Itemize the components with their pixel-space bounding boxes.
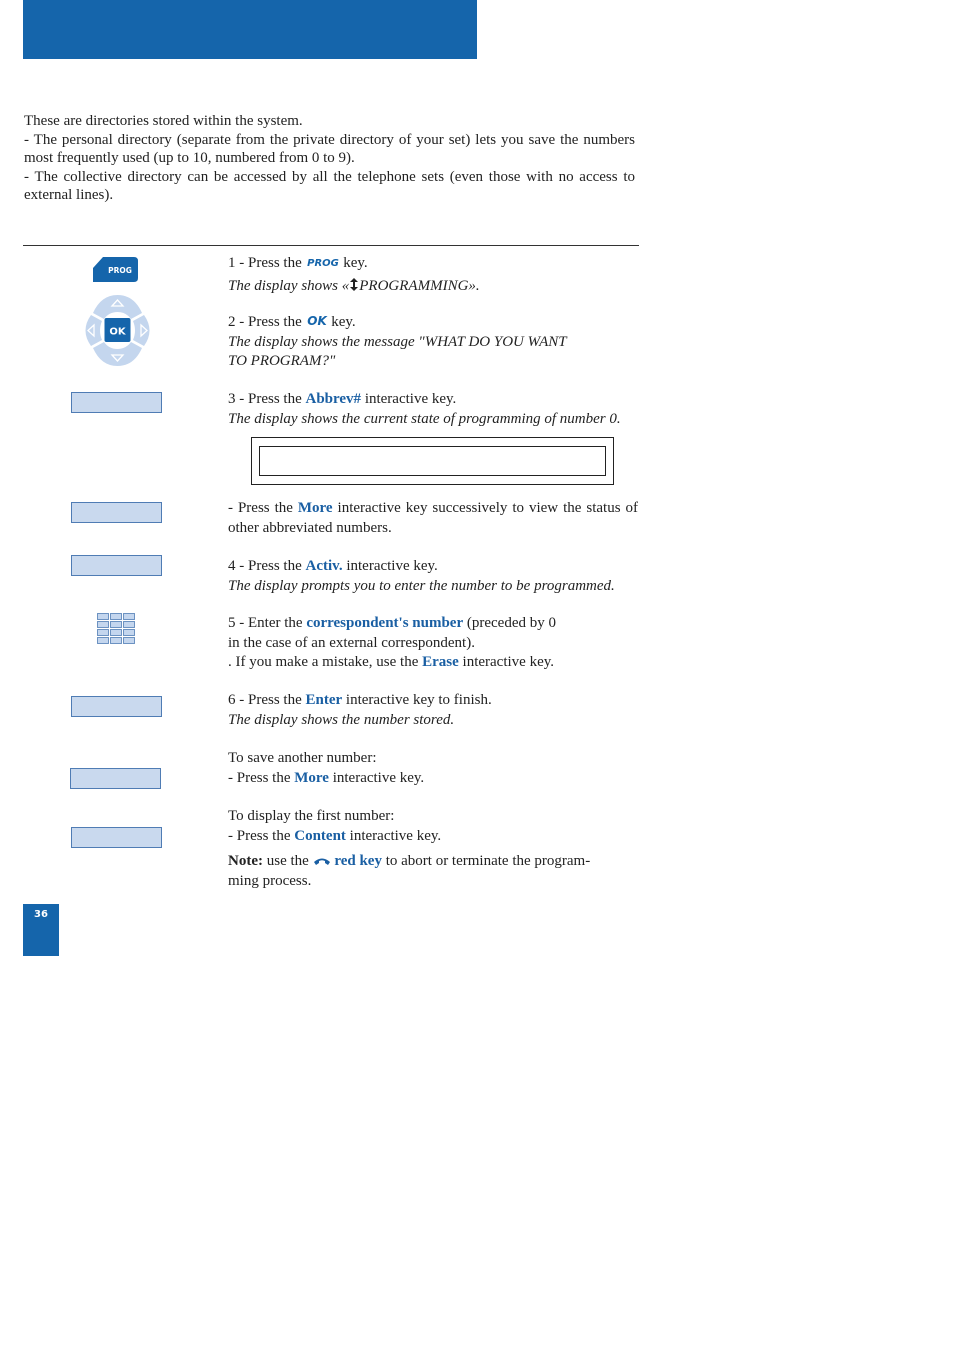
step-5-line-2: in the case of an external correspondent). bbox=[228, 634, 475, 651]
step-4 bbox=[228, 557, 638, 596]
step-1 bbox=[228, 254, 638, 296]
softkey-content bbox=[71, 827, 162, 848]
hang-up-icon bbox=[313, 856, 331, 866]
more-step-before: - Press the bbox=[228, 500, 298, 516]
step-5-line-3-before: . If you make a mistake, use the bbox=[228, 654, 423, 670]
step-6 bbox=[228, 691, 638, 730]
correspondent-number-label: correspondent's number bbox=[306, 615, 464, 631]
more-step-after: interactive key successively to view the status of other abbreviated numbers. bbox=[228, 500, 638, 536]
step-3-text-after: interactive key. bbox=[361, 391, 457, 407]
step-1-text-before: 1 - Press the bbox=[228, 255, 306, 271]
softkey-more-2 bbox=[70, 768, 161, 789]
ok-inline-label: OK bbox=[306, 314, 327, 327]
step-1-display-after: PROGRAMMING». bbox=[359, 277, 480, 294]
abbrev-key-label: Abbrev# bbox=[305, 391, 362, 407]
step-5-text-before: 5 - Enter the bbox=[228, 615, 307, 631]
step-3 bbox=[228, 390, 638, 429]
note bbox=[228, 852, 638, 891]
section-divider bbox=[23, 245, 639, 246]
step-6-text-after: interactive key to finish. bbox=[342, 692, 492, 708]
save-another-heading: To save another number: bbox=[228, 750, 377, 766]
step-4-text-after: interactive key. bbox=[342, 558, 438, 574]
display-first-heading: To display the first number: bbox=[228, 808, 395, 824]
save-another-after: interactive key. bbox=[328, 769, 425, 786]
more-key-label: More bbox=[297, 500, 333, 516]
step-3-text-before: 3 - Press the bbox=[228, 391, 306, 407]
step-2-display-line-2: TO PROGRAM?" bbox=[228, 353, 336, 369]
step-5-line-3-after: interactive key. bbox=[458, 654, 555, 670]
header-bar bbox=[23, 0, 477, 59]
note-line-2: ming process. bbox=[228, 872, 312, 889]
page-number-tab bbox=[23, 904, 59, 956]
prog-inline-icon bbox=[306, 256, 340, 268]
enter-key-label: Enter bbox=[305, 692, 343, 708]
step-6-display: The display shows the number stored. bbox=[228, 711, 455, 728]
keypad-icon bbox=[97, 613, 135, 645]
step-3-display: The display shows the current state of programming of number 0. bbox=[228, 410, 621, 427]
up-down-arrow-icon bbox=[349, 278, 359, 291]
display-screen bbox=[251, 437, 614, 485]
display-first-after: interactive key. bbox=[345, 827, 442, 844]
softkey-abbrev bbox=[71, 392, 162, 413]
step-1-display-before: The display shows « bbox=[228, 277, 350, 294]
softkey-activ bbox=[71, 555, 162, 576]
erase-key-label: Erase bbox=[422, 654, 459, 670]
note-label: Note: bbox=[228, 853, 263, 869]
note-after: to abort or terminate the program- bbox=[381, 853, 591, 869]
prog-key-icon bbox=[93, 257, 138, 282]
step-5-text-after: (preceded by 0 bbox=[463, 615, 556, 631]
activ-key-label: Activ. bbox=[305, 558, 343, 574]
display-first-before: - Press the bbox=[228, 827, 295, 844]
step-4-text-before: 4 - Press the bbox=[228, 558, 306, 574]
step-2 bbox=[228, 313, 638, 372]
step-2-text-before: 2 - Press the bbox=[228, 314, 306, 330]
step-2-display-line-1: The display shows the message "WHAT DO YOU WANT bbox=[228, 333, 567, 350]
intro-line-2: - The personal directory (separate from the private directory of your set) lets you save the numbers most frequently used (up to 10, numbered from 0 to 9). bbox=[24, 131, 635, 167]
page-number: 36 bbox=[34, 909, 48, 920]
save-another-before: - Press the bbox=[228, 769, 295, 786]
red-key-label: red key bbox=[334, 853, 382, 869]
softkey-more bbox=[71, 502, 162, 523]
softkey-enter bbox=[71, 696, 162, 717]
ok-inline-icon bbox=[306, 314, 328, 327]
step-2-text-after: key. bbox=[327, 314, 356, 330]
more-step bbox=[228, 499, 638, 538]
intro-line-3: - The collective directory can be accessed by all the telephone sets (even those with no access to external lines). bbox=[24, 168, 635, 204]
prog-inline-label: PROG bbox=[306, 258, 339, 268]
intro-text bbox=[24, 112, 635, 205]
display-first bbox=[228, 807, 638, 846]
prog-key-label: PROG bbox=[108, 266, 132, 275]
more-key-label-2: More bbox=[294, 769, 329, 786]
step-6-text-before: 6 - Press the bbox=[228, 692, 306, 708]
note-before: use the bbox=[262, 853, 313, 869]
display-screen-inner bbox=[259, 446, 606, 476]
step-4-display: The display prompts you to enter the number to be programmed. bbox=[228, 577, 615, 594]
intro-line-1: These are directories stored within the system. bbox=[24, 113, 303, 129]
content-key-label: Content bbox=[294, 827, 346, 844]
step-1-text-after: key. bbox=[339, 255, 368, 271]
navigator-ok-label: OK bbox=[109, 326, 126, 338]
save-another bbox=[228, 749, 638, 788]
step-5 bbox=[228, 614, 638, 673]
navigator-icon bbox=[79, 293, 156, 368]
